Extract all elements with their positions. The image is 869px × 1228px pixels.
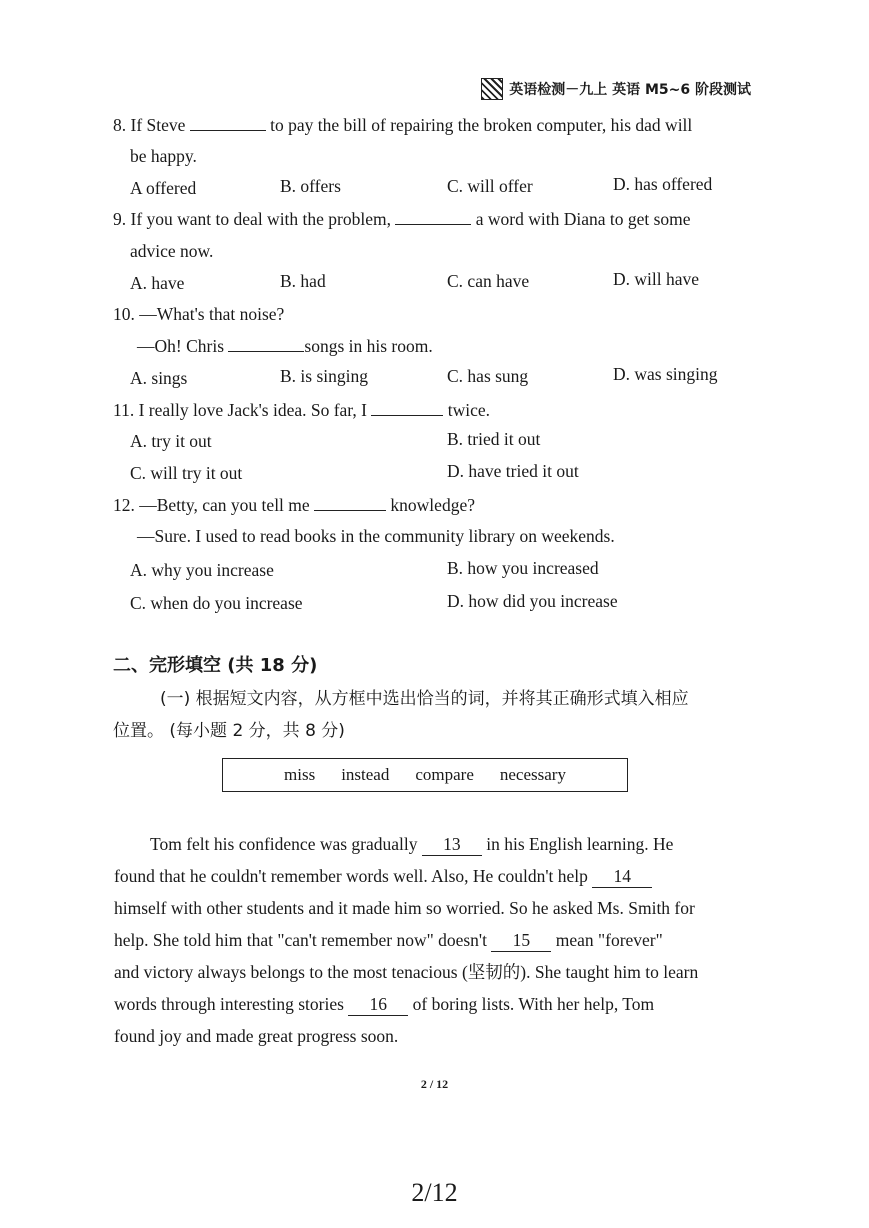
word-bank-item: instead: [341, 765, 390, 784]
answer-blank: [228, 337, 304, 352]
q12-option-b: B. how you increased: [447, 558, 599, 578]
q9-option-b: B. had: [280, 271, 326, 291]
passage-line-1: Tom felt his confidence was gradually 13 in his English learning. He: [150, 834, 674, 854]
answer-blank: [371, 401, 443, 416]
q10-option-d: D. was singing: [613, 364, 718, 384]
q8-option-b: B. offers: [280, 176, 341, 196]
numbered-blank: 15: [491, 932, 551, 952]
page-number: 2/12: [411, 1178, 458, 1207]
word-bank-box: [222, 758, 628, 792]
q9-option-d: D. will have: [613, 269, 700, 289]
question-8-stem-line2: be happy.: [130, 146, 197, 166]
passage-line-3: himself with other students and it made him so worried. So he asked Ms. Smith for: [114, 898, 695, 918]
q11-option-a: A. try it out: [130, 431, 212, 451]
section-instruction-line1: (一) 根据短文内容，从方框中选出恰当的词，并将其正确形式填入相应: [160, 689, 689, 709]
q9-option-c: C. can have: [447, 271, 530, 291]
q10-option-c: C. has sung: [447, 366, 529, 386]
question-10-stem: 10. —What's that noise?: [113, 304, 285, 324]
question-12-stem-line2: —Sure. I used to read books in the community library on weekends.: [137, 526, 615, 546]
section-instruction-line2: 位置。 (每小题 2 分，共 8 分): [113, 721, 345, 741]
answer-blank: [395, 210, 471, 225]
passage-line-7: found joy and made great progress soon.: [114, 1026, 399, 1046]
question-8-stem: 8. If Steve to pay the bill of repairing the broken computer, his dad will: [113, 115, 693, 135]
word-bank-item: compare: [415, 765, 474, 784]
word-bank-item: miss: [284, 765, 316, 784]
numbered-blank: 16: [348, 996, 408, 1016]
q8-option-d: D. has offered: [613, 174, 713, 194]
q8-option-c: C. will offer: [447, 176, 533, 196]
q12-option-d: D. how did you increase: [447, 591, 618, 611]
passage-line-5: and victory always belongs to the most tenacious (坚韧的). She taught him to learn: [114, 962, 699, 982]
q8-option-a: A offered: [130, 178, 197, 198]
question-9-stem-line2: advice now.: [130, 241, 214, 261]
question-9-stem: 9. If you want to deal with the problem, a word with Diana to get some: [113, 209, 691, 229]
question-12-stem: 12. —Betty, can you tell me knowledge?: [113, 495, 475, 515]
q11-option-b: B. tried it out: [447, 429, 541, 449]
header-text: 英语检测－九上 英语 M5~6 阶段测试: [509, 82, 751, 98]
question-11-stem: 11. I really love Jack's idea. So far, I twice.: [113, 400, 491, 420]
passage-line-6: words through interesting stories 16 of boring lists. With her help, Tom: [114, 994, 655, 1014]
q9-option-a: A. have: [130, 273, 185, 293]
page-header: [481, 78, 751, 100]
section-title: 二、完形填空 (共 18 分): [113, 655, 318, 676]
q12-option-a: A. why you increase: [130, 560, 274, 580]
question-10-stem-line2: —Oh! Chris songs in his room.: [137, 336, 433, 356]
page-number-small: 2 / 12: [420, 1077, 449, 1091]
answer-blank: [314, 496, 386, 511]
publisher-logo-icon: [481, 78, 503, 100]
answer-blank: [190, 116, 266, 131]
numbered-blank: 14: [592, 868, 652, 888]
q10-option-a: A. sings: [130, 368, 188, 388]
q11-option-c: C. will try it out: [130, 463, 243, 483]
q10-option-b: B. is singing: [280, 366, 369, 386]
passage-line-2: found that he couldn't remember words well. Also, He couldn't help 14: [114, 868, 758, 888]
q12-option-c: C. when do you increase: [130, 593, 303, 613]
numbered-blank: 13: [422, 836, 482, 856]
word-bank-item: necessary: [499, 765, 566, 784]
q11-option-d: D. have tried it out: [447, 461, 579, 481]
passage-line-4: help. She told him that "can't remember now" doesn't 15 mean "forever": [114, 930, 663, 950]
